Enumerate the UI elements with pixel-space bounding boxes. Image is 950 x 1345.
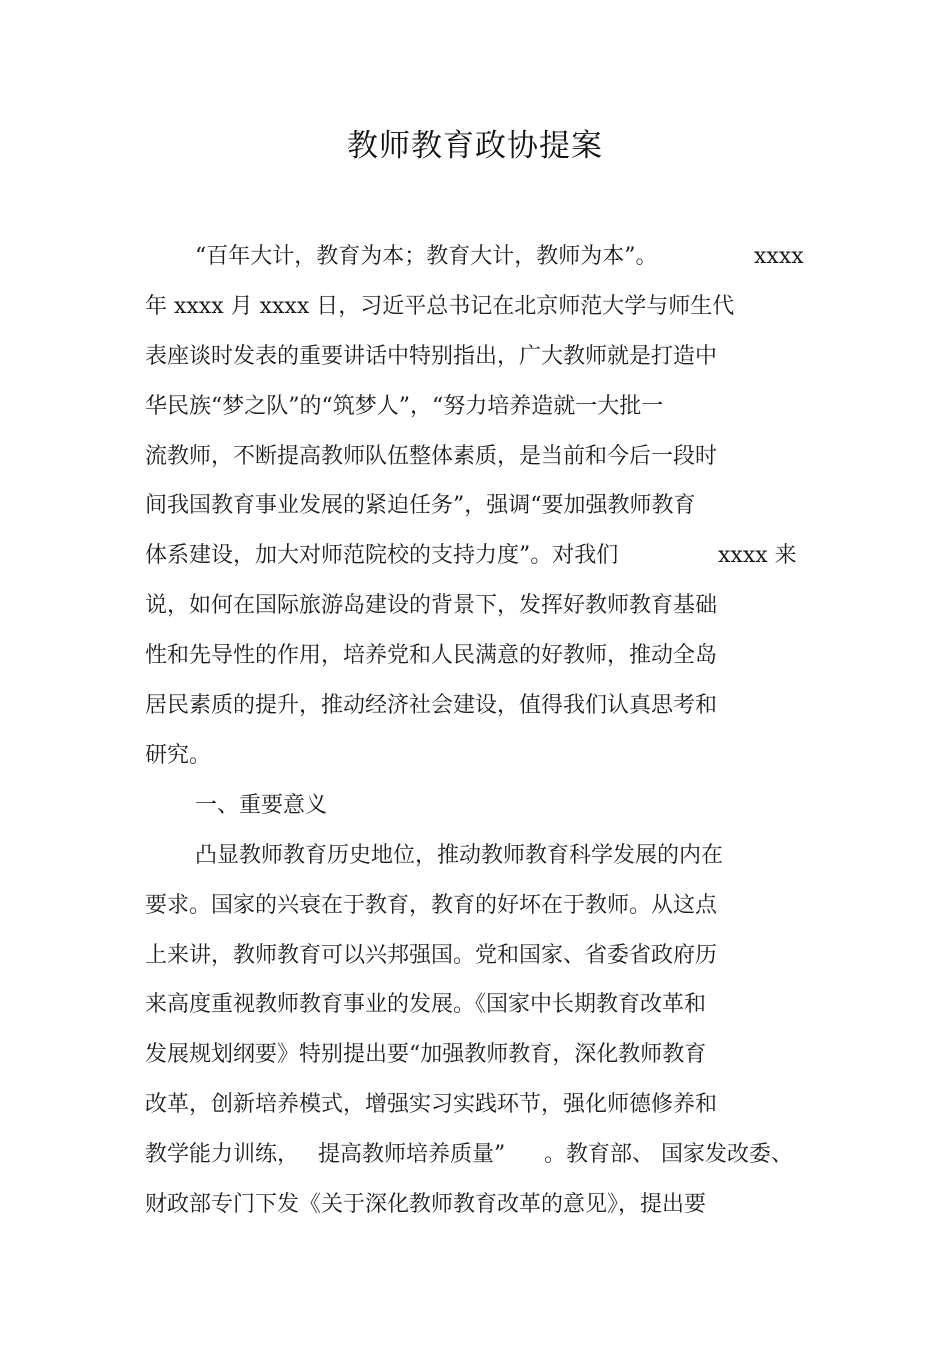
paragraph-line: 居民素质的提升，推动经济社会建设，值得我们认真思考和 <box>145 693 718 718</box>
paragraph-line: 要求。国家的兴衰在于教育，教育的好坏在于教师。从这点 <box>145 893 718 918</box>
paragraph-line: 性和先导性的作用，培养党和人民满意的好教师，推动全岛 <box>145 643 718 668</box>
paragraph-line: “百年大计，教育为本；教育大计，教师为本”。 <box>195 244 658 269</box>
paragraph-line: 教学能力训练， <box>145 1142 300 1167</box>
paragraph-line: 表座谈时发表的重要讲话中特别指出，广大教师就是打造中 <box>145 344 718 369</box>
paragraph-line: xxxx 来 <box>718 543 797 568</box>
paragraph-line: 来高度重视教师教育事业的发展。《国家中长期教育改革和 <box>145 992 707 1017</box>
section-heading: 一、重要意义 <box>195 793 328 818</box>
paragraph-line: 流教师，不断提高教师队伍整体素质，是当前和今后一段时 <box>145 444 718 469</box>
paragraph-line: 凸显教师教育历史地位，推动教师教育科学发展的内在 <box>195 843 724 868</box>
paragraph-line: 财政部专门下发《关于深化教师教育改革的意见》，提出要 <box>145 1192 707 1217</box>
paragraph-line: 年 xxxx 月 xxxx 日，习近平总书记在北京师范大学与师生代 <box>145 294 735 319</box>
paragraph-line: 华民族“梦之队”的“筑梦人”，“努力培养造就一大批一 <box>145 394 664 419</box>
paragraph-line: 发展规划纲要》特别提出要“加强教师教育，深化教师教育 <box>145 1042 707 1067</box>
paragraph-line: 说，如何在国际旅游岛建设的背景下，发挥好教师教育基础 <box>145 593 718 618</box>
paragraph-line: 上来讲，教师教育可以兴邦强国。党和国家、省委省政府历 <box>145 943 718 968</box>
paragraph-line: 提高教师培养质量” <box>318 1142 506 1167</box>
paragraph-line: 间我国教育事业发展的紧迫任务”，强调“要加强教师教育 <box>145 493 696 518</box>
paragraph-line: 。教育部、 国家发改委、 <box>544 1142 793 1167</box>
paragraph-line: xxxx <box>754 244 804 269</box>
paragraph-line: 研究。 <box>145 743 212 768</box>
paragraph-line: 体系建设，加大对师范院校的支持力度”。对我们 <box>145 543 619 568</box>
document-title: 教师教育政协提案 <box>347 128 603 164</box>
paragraph-line: 改革，创新培养模式，增强实习实践环节，强化师德修养和 <box>145 1092 718 1117</box>
